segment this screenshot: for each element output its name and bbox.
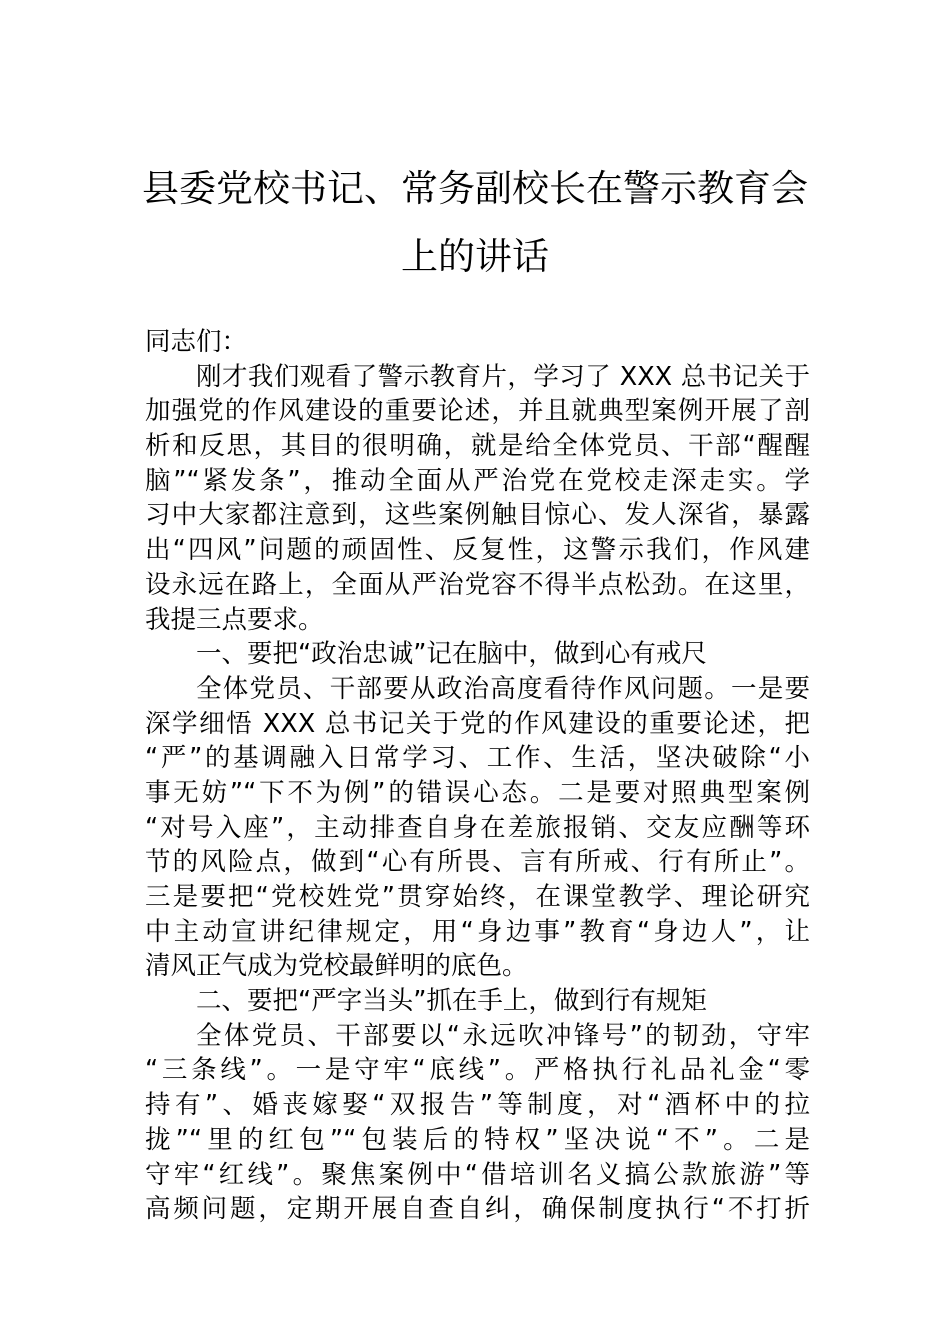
body-text-line: 清风正气成为党校最鲜明的底色。 <box>145 951 528 982</box>
body-text-line: 析和反思，其目的很明确，就是给全体党员、干部“醒醒 <box>145 431 810 462</box>
document-body <box>145 325 810 1227</box>
body-text-line: “三条线”。一是守牢“底线”。严格执行礼品礼金“零 <box>145 1055 810 1086</box>
body-text-line: 事无妨”“下不为例”的错误心态。二是要对照典型案例 <box>145 777 810 808</box>
body-text-line: 我提三点要求。 <box>145 604 324 635</box>
body-text-line: 全体党员、干部要以“永远吹冲锋号”的韧劲，守牢 <box>196 1020 810 1051</box>
body-text-line: 守牢“红线”。聚焦案例中“借培训名义搞公款旅游”等 <box>145 1159 810 1190</box>
body-text-line: “对号入座”，主动排查自身在差旅报销、交友应酬等环 <box>145 812 810 843</box>
body-text-line: 同志们： <box>145 327 248 357</box>
body-text-line: 深学细悟 XXX 总书记关于党的作风建设的重要论述，把 <box>145 708 810 739</box>
section-heading: 二、要把“严字当头”抓在手上，做到行有规矩 <box>196 986 707 1017</box>
body-text-line: 加强党的作风建设的重要论述，并且就典型案例开展了剖 <box>145 396 810 427</box>
document-title-line-2: 上的讲话 <box>401 235 549 278</box>
body-text-line: 习中大家都注意到，这些案例触目惊心、发人深省，暴露 <box>145 500 810 531</box>
body-text-line: 出“四风”问题的顽固性、反复性，这警示我们，作风建 <box>145 535 810 566</box>
section-heading: 一、要把“政治忠诚”记在脑中，做到心有戒尺 <box>196 639 707 670</box>
body-text-line: 拢”“里的红包”“包装后的特权”坚决说“不”。二是 <box>145 1124 810 1155</box>
body-text-line: 中主动宣讲纪律规定，用“身边事”教育“身边人”，让 <box>145 916 810 947</box>
body-text-line: 高频问题，定期开展自查自纠，确保制度执行“不打折 <box>145 1194 810 1225</box>
body-text-line: 刚才我们观看了警示教育片，学习了 XXX 总书记关于 <box>196 361 810 392</box>
body-text-line: 全体党员、干部要从政治高度看待作风问题。一是要 <box>196 673 810 704</box>
body-text-line: 脑”“紧发条”，推动全面从严治党在党校走深走实。学 <box>145 465 810 496</box>
document-title-line-1: 县委党校书记、常务副校长在警示教育会 <box>142 167 808 210</box>
body-text-line: 持有”、婚丧嫁娶“双报告”等制度，对“酒杯中的拉 <box>145 1090 810 1121</box>
body-text-line: 设永远在路上，全面从严治党容不得半点松劲。在这里， <box>145 569 810 600</box>
body-text-line: “严”的基调融入日常学习、工作、生活，坚决破除“小 <box>145 743 810 774</box>
body-text-line: 三是要把“党校姓党”贯穿始终，在课堂教学、理论研究 <box>145 882 810 912</box>
body-text-line: 节的风险点，做到“心有所畏、言有所戒、行有所止”。 <box>145 847 810 878</box>
